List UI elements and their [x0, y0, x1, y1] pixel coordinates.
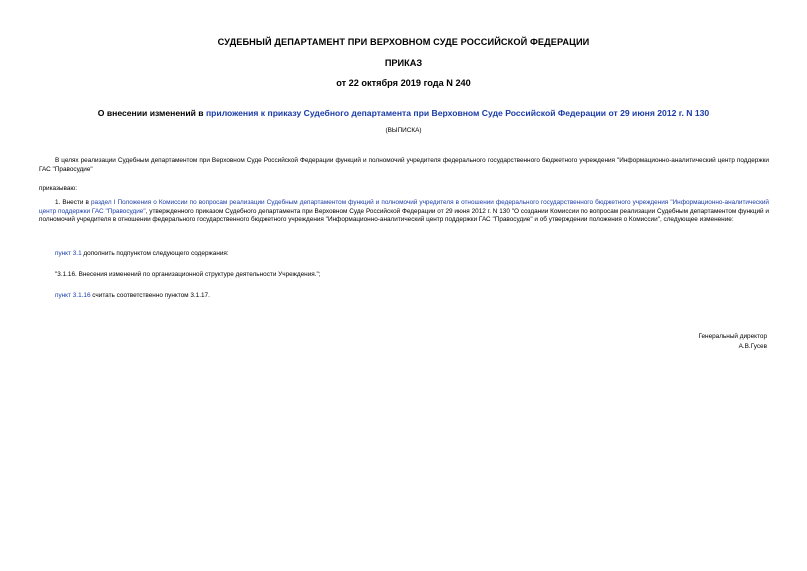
- intro-paragraph: В целях реализации Судебным департаментом при Верховном Суде Российской Федерации функций и полномочий учредителя федерального государственного бюджетного учреждения "Информационно-аналитический центр поддержки ГАС "Правосудие": [39, 157, 769, 173]
- point-3-1-link[interactable]: пункт 3.1: [55, 250, 82, 257]
- subject-prefix: О внесении изменений в: [97, 108, 206, 118]
- item-1-text: , утвержденного приказом Судебного департамента при Верховном Суде Российской Федерации от 29 июня 2012 г. N 130 "О создании Комиссии по вопросам реализации Судебным департаментом функций и полномочий учредителя в отношении федерального государственного бюджетного учреждения "Информационно-аналитический центр поддержки ГАС "Правосудие" и об утверждении положения о Комиссии", следующее изменение:: [39, 207, 769, 223]
- signature-name: А.В.Гусев: [738, 343, 767, 350]
- signature-position: Генеральный директор: [698, 333, 767, 340]
- extract-label: (ВЫПИСКА): [385, 127, 422, 134]
- date-number: от 22 октября 2019 года N 240: [336, 78, 471, 88]
- document-type: ПРИКАЗ: [384, 58, 423, 68]
- item-1-start: 1. Внести в: [55, 199, 91, 206]
- item-1-section-link[interactable]: раздел I Положения о Комиссии по вопросам реализации Судебным департаментом функций и полномочий учредителя в отношении федерального государственного бюджетного учреждения "Информационно-аналитический центр поддержки ГАС "Правосудие": [39, 199, 770, 215]
- point-3-1-16-link[interactable]: пункт 3.1.16: [55, 292, 91, 299]
- order-word: приказываю:: [39, 185, 77, 192]
- subject-link[interactable]: приложения к приказу Судебного департамента при Верховном Суде Российской Федерации от 29 июня 2012 г. N 130: [205, 108, 710, 118]
- item-1-paragraph: [39, 199, 769, 225]
- point-2-text: считать соответственно пунктом 3.1.17.: [90, 292, 210, 299]
- point-1-text: дополнить подпунктом следующего содержания:: [81, 250, 229, 257]
- subject-line: [0, 108, 807, 118]
- point-2-line: [55, 292, 210, 301]
- point-1-line: [55, 250, 229, 259]
- signature-block: [698, 332, 767, 352]
- quote-line: "3.1.16. Внесения изменений по организационной структуре деятельности Учреждения.";: [55, 271, 321, 278]
- department-heading: СУДЕБНЫЙ ДЕПАРТАМЕНТ ПРИ ВЕРХОВНОМ СУДЕ РОССИЙСКОЙ ФЕДЕРАЦИИ: [217, 37, 590, 47]
